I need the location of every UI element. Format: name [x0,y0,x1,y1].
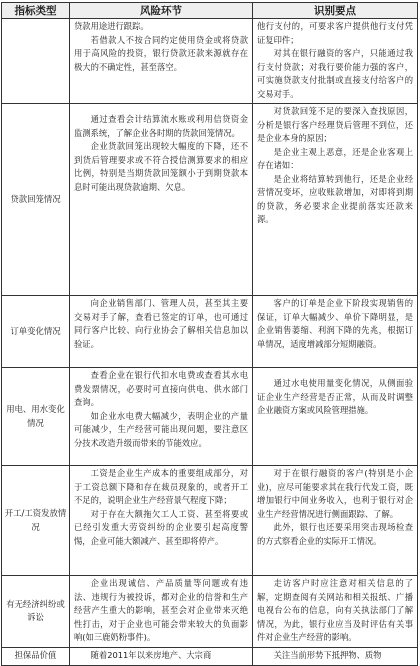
table-row [2,19,418,104]
key-points-cell [253,19,418,104]
point-paragraph: 对于在银行融资的客户(特别是小企业)，应尽可能要求其在我行代发工资，既增加银行中间业务收入，也利于银行对企业生产经营情况进行侧面跟踪、了解。 [257,468,413,519]
risk-stage-cell [70,19,253,104]
risk-paragraph: 工资是企业生产成本的重要组成部分，对于工资总额下降和存在裁员现象的，或者开工不足的，说明企业生产经营景气程度下降； [74,468,248,505]
header-risk-stage: 风险环节 [70,3,253,19]
indicator-type-cell: 用电、用水变化情况 [2,368,70,466]
risk-paragraph: 查看企业在银行代扣水电费或查看其水电费发票情况，必要时可直接向供电、供水部门查询。 [74,370,248,407]
point-paragraph: 他行支付的，可要求客户提供他行支付凭证复印件； [257,21,413,45]
risk-stage-cell [70,296,253,368]
point-paragraph: 客户的订单是企业下阶段实现销售的保证，订单大幅减少、单价下降明显，是企业销售萎缩、利润下降的先兆，根据订单情况，适度增减部分短期融资。 [257,298,413,349]
risk-stage-cell [70,576,253,648]
table-row [2,647,418,665]
risk-stage-cell [70,104,253,296]
key-points-cell [253,104,418,296]
table-row [2,466,418,576]
risk-paragraph: 通过查看会计结算流水账或利用信贷资金监测系统，了解企业各时期的货款回笼情况。 [74,114,248,138]
risk-stage-cell [70,647,253,665]
key-points-cell [253,368,418,466]
point-paragraph: 关注当前形势下抵押物、质物 [273,649,382,660]
indicator-type-cell: 担保品价值 [2,647,70,665]
header-row [2,3,418,19]
point-paragraph: 对其在银行融资的客户，只能通过我行支付贷款；对我行要价能力强的客户，可实施贷款支付批制或直接支付给客户的交易对手。 [257,48,413,99]
table-row [2,368,418,466]
key-points-cell [253,296,418,368]
point-paragraph: 走访客户时应注意对相关信息的了解，定期查阅有关网站和相关报纸、广播电视台公布的信息，向有关执法部门了解情况，为此，银行业应当及时评估有关事件对企业生产经营的影响。 [257,578,413,642]
risk-stage-cell [70,466,253,576]
risk-paragraph: 如企业水电费大幅减少，表明企业的产量可能减少，生产经营可能出现问题，要注意区分技术改造升级而带来的节能效应。 [74,410,248,448]
risk-paragraph: 对于存在大额拖欠工人工资、甚至将要或已经引发重大劳资纠纷的企业要引起高度警惕，企业可能大额减产、甚至即将停产。 [74,508,248,546]
risk-paragraph: 若借款人不按合同约定使用贷金或将贷款用于高风险的投资，银行贷款还款来源就存在极大的不确定性，甚至落空。 [74,34,248,72]
indicator-type-cell [2,19,70,104]
risk-stage-cell [70,368,253,466]
key-points-cell [253,576,418,648]
table-row [2,576,418,648]
key-points-cell [253,647,418,665]
table-header [2,3,418,19]
risk-paragraph: 企业货款回笼出现较大幅度的下降，还不到货后管理要求或不符合授信测算要求的相应比例，特别是当期货款回笼额小于到期贷款本息时可能出现贷款逾期、欠息。 [74,141,248,192]
risk-paragraph: 贷款用途进行跟踪。 [74,21,149,31]
indicator-type-cell: 开工/工资发放情况 [2,466,70,576]
table-body [2,19,418,666]
indicator-type-cell: 订单变化情况 [2,296,70,368]
point-paragraph: 此外，银行也还要采用突击现场检查的方式察看企业的实际开工情况。 [257,522,413,546]
indicator-type-cell: 贷款回笼情况 [2,104,70,296]
risk-identification-table [1,2,418,666]
risk-paragraph: 企业出现诚信、产品质量等问题或有违法、违规行为被投诉，都对企业的信誉和生产经营产生重大的影响，甚至会对企业带来灭绝性打击，对于企业也可能会带来较大的负面影响(如三鹿奶粉事件)。 [74,578,248,642]
indicator-type-cell: 有无经济纠纷或诉讼 [2,576,70,648]
point-paragraph: 对货款回笼不足的要深入查找原因，分析是银行客户经理贷后管理不到位，还是企业本身的原因； [257,106,413,143]
header-key-points: 识别要点 [253,3,418,19]
point-paragraph: 通过水电使用量变化情况，从侧面验证企业生产经营是否正常，从而及时调整企业融资方案或风险管理措施。 [257,378,413,415]
point-paragraph: 是企业主观上恶意，还是企业客观上存在诸如： [257,146,413,170]
risk-paragraph: 向企业销售部门、管理人员，甚至其主要交易对手了解，查看已签定的订单，也可通过同行客户比较、向行业协会了解相关信息加以验证。 [74,298,248,349]
point-paragraph: 是企业将结算转到他行，还是企业经营情况变坏，应收账款增加，对即将到期的贷款，务必要求企业提前落实还款来源。 [257,173,413,224]
header-indicator-type: 指标类型 [2,3,70,19]
key-points-cell [253,466,418,576]
risk-paragraph: 随着2011年以来房地产、大宗商 [90,649,212,660]
table-row [2,104,418,296]
table-row [2,296,418,368]
